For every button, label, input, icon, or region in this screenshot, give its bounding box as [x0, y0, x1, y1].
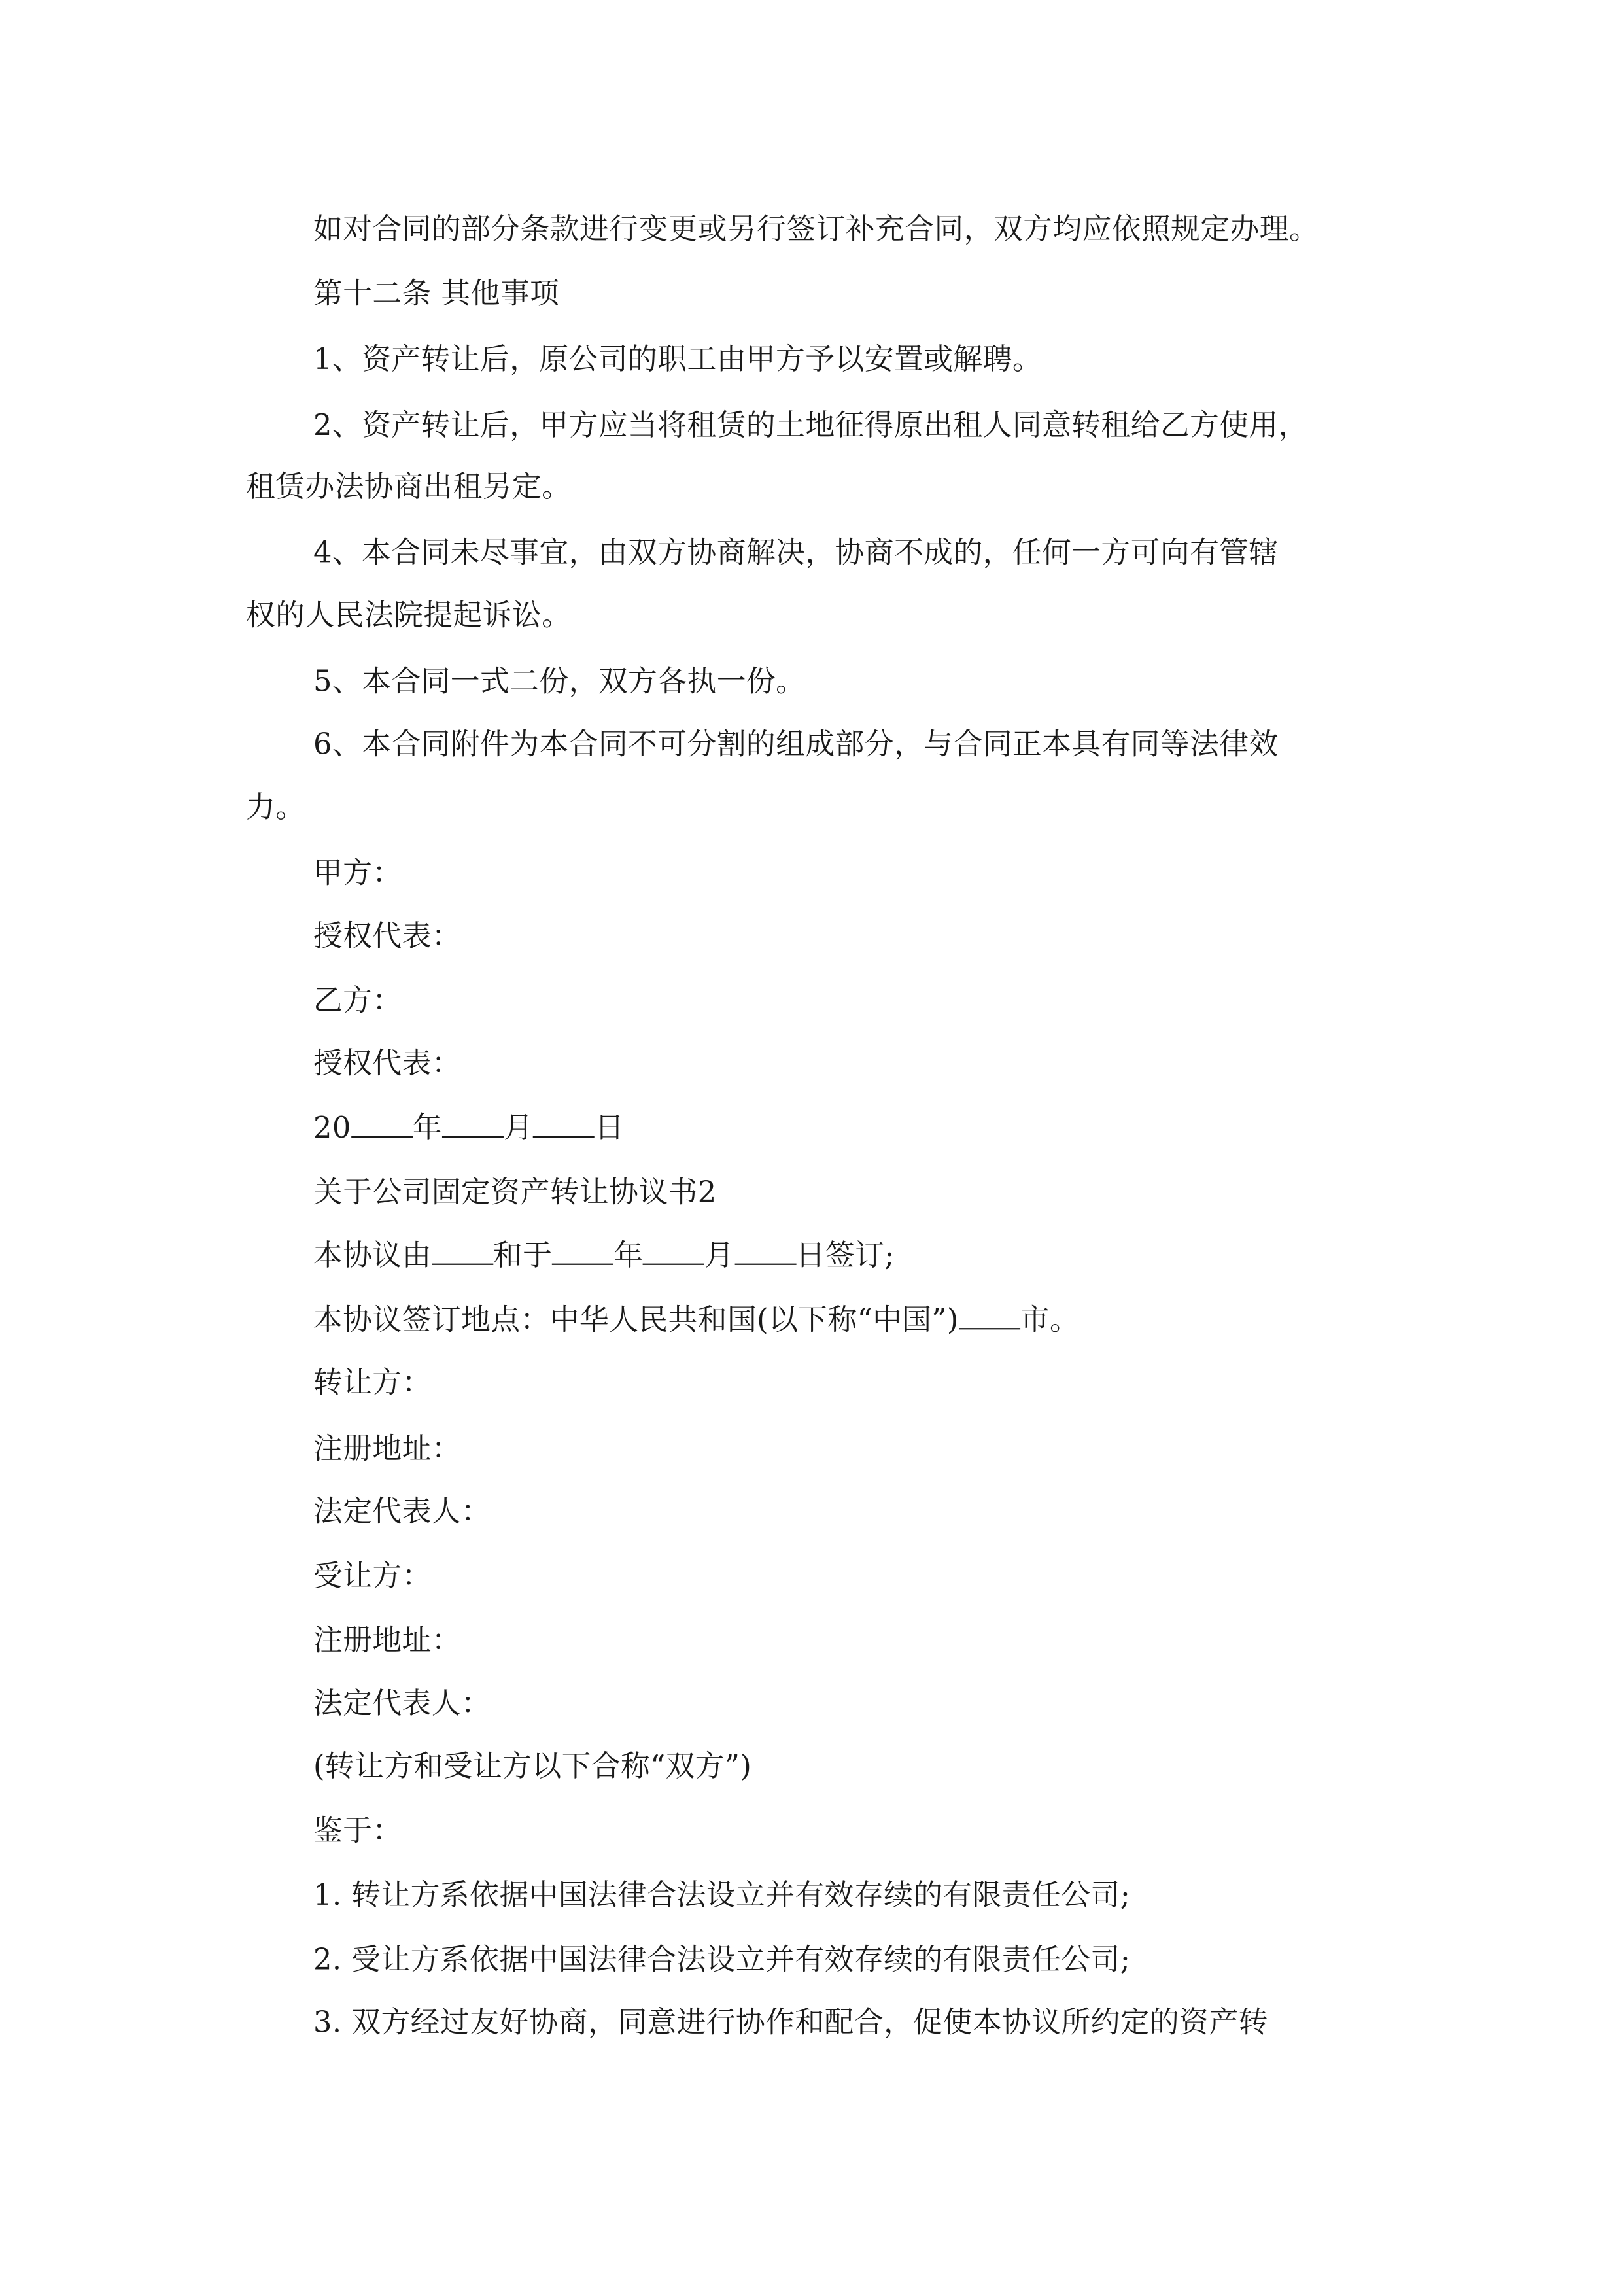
date-month-label: 月: [504, 1109, 534, 1145]
sign-text: 和于: [492, 1237, 553, 1273]
registered-address-label: 注册地址：: [313, 1622, 462, 1658]
blank-line: [734, 1237, 796, 1265]
whereas-label: 鉴于：: [313, 1812, 402, 1848]
paragraph-line: 5、本合同一式二份，双方各执一份。: [313, 663, 806, 699]
list-item: 2. 受让方系依据中国法律合法设立并有效存续的有限责任公司;: [313, 1941, 1131, 1977]
transferor-label: 转让方：: [313, 1365, 432, 1400]
party-a-label: 甲方：: [313, 855, 402, 890]
registered-address-label: 注册地址：: [313, 1430, 462, 1466]
paragraph-line: 4、本合同未尽事宜，由双方协商解决，协商不成的，任何一方可向有管辖: [313, 534, 1279, 570]
party-b-rep-label: 授权代表：: [313, 1045, 462, 1081]
blank-line: [644, 1237, 705, 1265]
list-item: 1. 转让方系依据中国法律合法设立并有效存续的有限责任公司;: [313, 1877, 1131, 1913]
party-b-label: 乙方：: [313, 982, 402, 1018]
document-title-2: 关于公司固定资产转让协议书2: [313, 1174, 717, 1209]
blank-line: [959, 1302, 1020, 1330]
place-text: 市。: [1020, 1301, 1080, 1337]
date-year-label: 年: [412, 1109, 443, 1145]
legal-rep-label: 法定代表人：: [313, 1493, 491, 1529]
legal-rep-label: 法定代表人：: [313, 1685, 491, 1720]
party-a-rep-label: 授权代表：: [313, 918, 462, 954]
sign-line: [313, 1237, 895, 1272]
sign-text: 日签订;: [795, 1237, 895, 1273]
paragraph-line: 1、资产转让后，原公司的职工由甲方予以安置或解聘。: [313, 341, 1043, 377]
paragraph-line: 租赁办法协商出租另定。: [246, 468, 572, 504]
paragraph-line: 2、资产转让后，甲方应当将租赁的土地征得原出租人同意转租给乙方使用，: [313, 407, 1308, 442]
blank-line: [351, 1110, 413, 1138]
paragraph-line: 6、本合同附件为本合同不可分割的组成部分，与合同正本具有同等法律效: [313, 726, 1279, 761]
paragraph-line: 如对合同的部分条款进行变更或另行签订补充合同，双方均应依照规定办理。: [313, 211, 1319, 247]
date-year-prefix: 20: [313, 1109, 351, 1145]
sign-text: 月: [704, 1237, 734, 1273]
blank-line: [442, 1110, 504, 1138]
blank-line: [432, 1237, 493, 1265]
paragraph-line: 权的人民法院提起诉讼。: [246, 597, 572, 633]
date-day-label: 日: [595, 1109, 625, 1145]
sign-text: 本协议由: [313, 1237, 432, 1273]
blank-line: [552, 1237, 613, 1265]
date-line: [313, 1110, 625, 1145]
place-line: [313, 1302, 1079, 1337]
blank-line: [533, 1110, 595, 1138]
transferee-label: 受让方：: [313, 1557, 432, 1593]
parties-note: (转让方和受让方以下合称“双方”): [313, 1748, 752, 1784]
list-item: 3. 双方经过友好协商，同意进行协作和配合，促使本协议所约定的资产转: [313, 2004, 1268, 2040]
sign-text: 年: [613, 1237, 644, 1273]
section-heading: 第十二条 其他事项: [313, 275, 560, 311]
paragraph-line: 力。: [246, 789, 305, 825]
place-text: 本协议签订地点：中华人民共和国(以下称“中国”): [313, 1301, 959, 1337]
